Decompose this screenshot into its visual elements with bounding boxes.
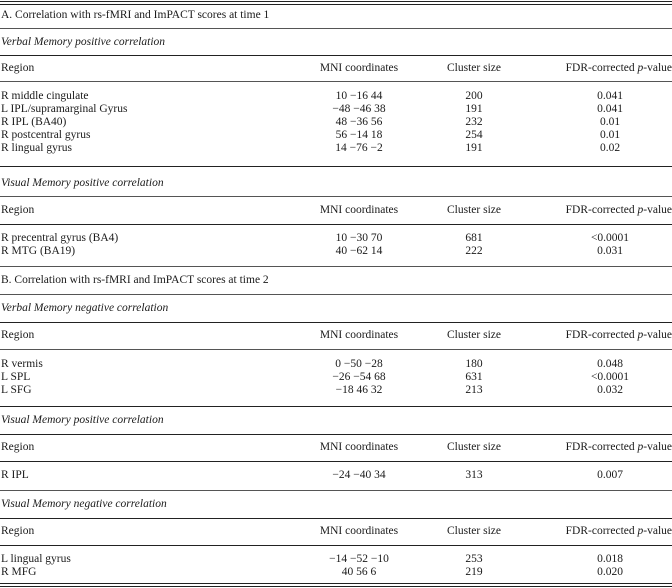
group-subheading: Verbal Memory positive correlation — [1, 36, 166, 48]
cell-region: R MFG — [1, 566, 37, 578]
header-region: Region — [1, 329, 35, 341]
header-region: Region — [1, 62, 35, 74]
divider — [0, 322, 672, 323]
cell-cluster-size: 180 — [465, 358, 483, 370]
divider — [0, 224, 672, 225]
table-row — [0, 128, 672, 142]
cell-cluster-size: 219 — [465, 566, 483, 578]
cell-p-value: 0.041 — [597, 103, 623, 115]
cell-mni: 40 −62 14 — [335, 245, 383, 257]
group-subheading: Visual Memory negative correlation — [1, 498, 167, 510]
cell-cluster-size: 253 — [465, 553, 483, 565]
cell-cluster-size: 254 — [465, 129, 483, 141]
divider — [0, 196, 672, 197]
column-header-row — [0, 440, 672, 454]
header-p-value: FDR-corrected p-value — [565, 204, 672, 216]
cell-mni: 14 −76 −2 — [335, 142, 383, 154]
cell-p-value: 0.032 — [597, 384, 623, 396]
cell-region: L SFG — [1, 384, 32, 396]
divider — [0, 294, 672, 295]
header-p-value: FDR-corrected p-value — [565, 525, 672, 537]
table-row — [0, 89, 672, 103]
header-p-value: FDR-corrected p-value — [565, 329, 672, 341]
bottom-rule-inner — [0, 583, 672, 584]
table-row — [0, 468, 672, 482]
cell-mni: 56 −14 18 — [335, 129, 383, 141]
bottom-rule-outer — [0, 586, 672, 587]
cell-region: R MTG (BA19) — [1, 245, 76, 257]
cell-mni: 48 −36 56 — [335, 116, 383, 128]
divider — [0, 55, 672, 56]
cell-cluster-size: 213 — [465, 384, 483, 396]
header-mni: MNI coordinates — [319, 441, 399, 453]
cell-p-value: 0.031 — [597, 245, 623, 257]
cell-p-value: <0.0001 — [590, 232, 630, 244]
cell-mni: −24 −40 34 — [332, 469, 386, 481]
table-row — [0, 115, 672, 129]
cell-region: L SPL — [1, 371, 31, 383]
cell-p-value: 0.007 — [597, 469, 623, 481]
divider — [0, 461, 672, 462]
header-mni: MNI coordinates — [319, 329, 399, 341]
cell-mni: −48 −46 38 — [332, 103, 386, 115]
cell-mni: 10 −30 70 — [335, 232, 383, 244]
cell-p-value: <0.0001 — [590, 371, 630, 383]
header-region: Region — [1, 204, 35, 216]
column-header-row — [0, 61, 672, 75]
cell-mni: −26 −54 68 — [332, 371, 386, 383]
cell-p-value: 0.041 — [597, 90, 623, 102]
cell-region: R IPL (BA40) — [1, 116, 67, 128]
divider — [0, 434, 672, 435]
cell-region: R postcentral gyrus — [1, 129, 91, 141]
cell-cluster-size: 681 — [465, 232, 483, 244]
cell-mni: 40 56 6 — [341, 566, 377, 578]
cell-region: R IPL — [1, 469, 29, 481]
group-subheading: Visual Memory positive correlation — [1, 414, 164, 426]
table-row — [0, 383, 672, 397]
header-p-value: FDR-corrected p-value — [565, 62, 672, 74]
divider — [0, 349, 672, 350]
header-p-value: FDR-corrected p-value — [565, 441, 672, 453]
section-b-title: B. Correlation with rs-fMRI and ImPACT scores at time 2 — [1, 274, 269, 286]
cell-region: L lingual gyrus — [1, 553, 71, 565]
cell-p-value: 0.02 — [599, 142, 621, 154]
cell-region: R middle cingulate — [1, 90, 89, 102]
table-row — [0, 102, 672, 116]
cell-cluster-size: 313 — [465, 469, 483, 481]
group-subheading: Visual Memory positive correlation — [1, 177, 164, 189]
column-header-row — [0, 524, 672, 538]
divider — [0, 81, 672, 82]
column-header-row — [0, 203, 672, 217]
section-a-title: A. Correlation with rs-fMRI and ImPACT scores at time 1 — [1, 9, 270, 21]
divider — [0, 406, 672, 407]
table-row — [0, 141, 672, 155]
cell-cluster-size: 631 — [465, 371, 483, 383]
cell-mni: −14 −52 −10 — [329, 553, 389, 565]
header-mni: MNI coordinates — [319, 525, 399, 537]
table-row — [0, 370, 672, 384]
cell-mni: −18 46 32 — [335, 384, 383, 396]
cell-region: R lingual gyrus — [1, 142, 72, 154]
cell-cluster-size: 200 — [465, 90, 483, 102]
table-row — [0, 565, 672, 579]
cell-cluster-size: 191 — [465, 142, 483, 154]
divider — [0, 166, 672, 167]
cell-cluster-size: 232 — [465, 116, 483, 128]
column-header-row — [0, 328, 672, 342]
cell-mni: 0 −50 −28 — [335, 358, 383, 370]
cell-p-value: 0.01 — [599, 116, 621, 128]
table-row — [0, 244, 672, 258]
cell-region: R precentral gyrus (BA4) — [1, 232, 119, 244]
cell-region: R vermis — [1, 358, 43, 370]
header-cluster-size: Cluster size — [447, 204, 501, 216]
header-cluster-size: Cluster size — [447, 441, 501, 453]
header-cluster-size: Cluster size — [447, 525, 501, 537]
header-mni: MNI coordinates — [319, 62, 399, 74]
divider — [0, 518, 672, 519]
cell-cluster-size: 222 — [465, 245, 483, 257]
divider — [0, 490, 672, 491]
table-row — [0, 231, 672, 245]
cell-p-value: 0.048 — [597, 358, 623, 370]
cell-mni: 10 −16 44 — [335, 90, 383, 102]
header-cluster-size: Cluster size — [447, 62, 501, 74]
table-row — [0, 357, 672, 371]
header-region: Region — [1, 441, 35, 453]
header-mni: MNI coordinates — [319, 204, 399, 216]
cell-p-value: 0.01 — [599, 129, 621, 141]
cell-cluster-size: 191 — [465, 103, 483, 115]
top-rule-outer — [0, 1, 672, 2]
table-row — [0, 552, 672, 566]
divider — [0, 545, 672, 546]
divider — [0, 28, 672, 29]
cell-p-value: 0.020 — [597, 566, 623, 578]
header-region: Region — [1, 525, 35, 537]
top-rule-inner — [0, 4, 672, 5]
cell-region: L IPL/supramarginal Gyrus — [1, 103, 128, 115]
group-subheading: Verbal Memory negative correlation — [1, 302, 169, 314]
cell-p-value: 0.018 — [597, 553, 623, 565]
header-cluster-size: Cluster size — [447, 329, 501, 341]
divider — [0, 266, 672, 267]
